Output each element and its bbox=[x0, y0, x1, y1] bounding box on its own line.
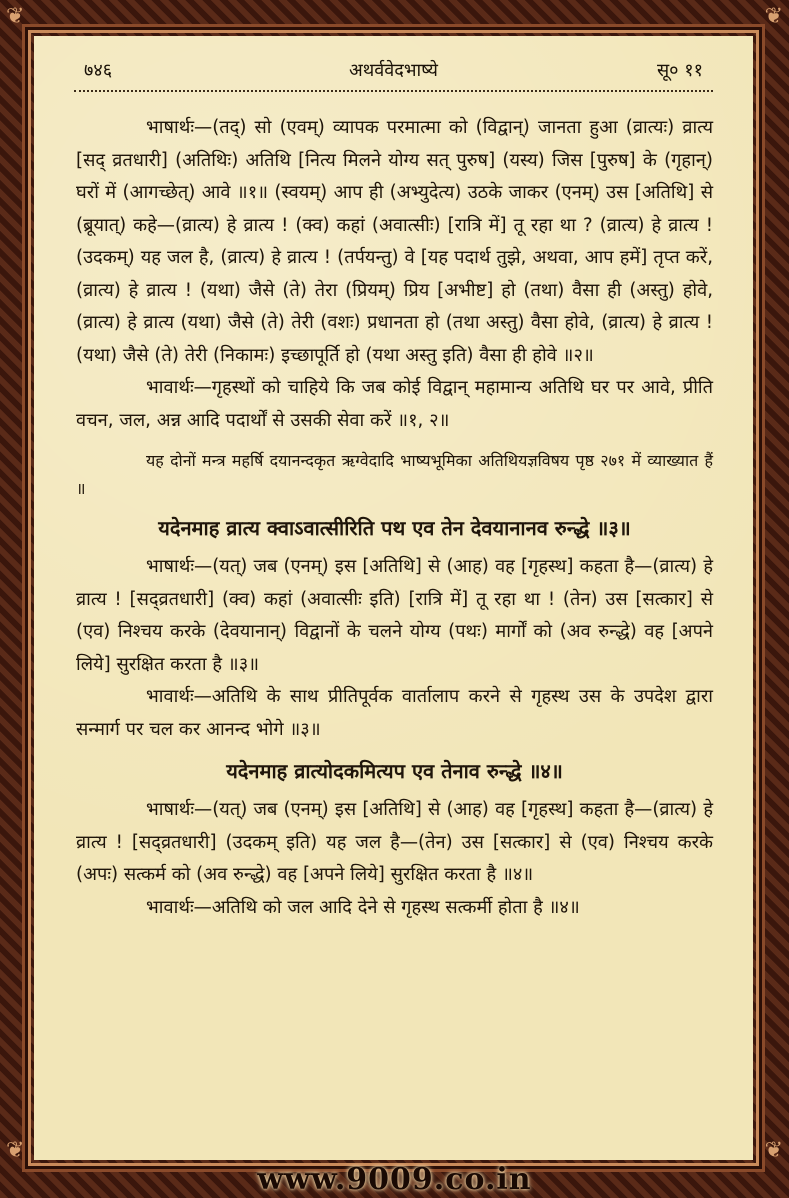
bhavartha-paragraph: भावार्थः—गृहस्थों को चाहिये कि जब कोई विद्वान् महामान्य अतिथि घर पर आवे, प्रीति वचन, जल, अन्न आदि पदार्थों से उसकी सेवा करें ॥१, २॥ bbox=[76, 377, 713, 431]
sukta-number: सू० ११ bbox=[657, 60, 703, 81]
page-body bbox=[76, 112, 713, 924]
corner-ornament-icon: ❦ bbox=[764, 4, 783, 29]
header-rule bbox=[74, 90, 713, 92]
corner-ornament-icon: ❦ bbox=[764, 1138, 783, 1163]
bhashya-paragraph: भाषार्थः—(तद्) सो (एवम्) व्यापक परमात्मा को (विद्वान्) जानता हुआ (व्रात्यः) व्रात्य [सद् व्रतधारी] (अतिथिः) अतिथि [नित्य मिलने योग्य सत् पुरुष] (यस्य) जिस [पुरुष] के (गृहान्) घरों में (आगच्छेत्) आवे ॥१॥ (स्वयम्) आप ही (अभ्युदेत्य) उठके जाकर (एनम्) उस [अतिथि] से (ब्रूयात्) कहे—(व्रात्य) हे व्रात्य ! (क्व) कहां (अवात्सीः) [रात्रि में] तू रहा था ? (व्रात्य) हे व्रात्य ! (उदकम्) यह जल है, (व्रात्य) हे व्रात्य ! (तर्पयन्तु) वे [यह पदार्थ तुझे, अथवा, आप हमें] तृप्त करें, (व्रात्य) हे व्रात्य ! (यथा) जैसे (ते) तेरा (प्रियम्) प्रिय [अभीष्ट] हो (तथा) वैसा ही (अस्तु) होवे, (व्रात्य) हे व्रात्य (यथा) जैसे (ते) तेरी (वशः) प्रधानता हो (तथा अस्तु) वैसा होवे, (व्रात्य) हे व्रात्य ! (यथा) जैसे (ते) तेरी (निकामः) इच्छापूर्ति हो (यथा अस्तु इति) वैसा ही होवे ॥२॥ bbox=[76, 117, 713, 366]
page-header bbox=[74, 58, 713, 88]
bhavartha-paragraph: भावार्थः—अतिथि के साथ प्रीतिपूर्वक वार्तालाप करने से गृहस्थ उस के उपदेश द्वारा सन्मार्ग पर चल कर आनन्द भोगे ॥३॥ bbox=[76, 686, 713, 740]
running-title: अथर्ववेदभाष्ये bbox=[349, 60, 438, 81]
page-number: ७४६ bbox=[84, 60, 113, 81]
reference-note: यह दोनों मन्त्र महर्षि दयानन्दकृत ऋग्वेदादि भाष्यभूमिका अतिथियज्ञविषय पृष्ठ २७१ में व्याख्यात हैं ॥ bbox=[76, 451, 713, 498]
website-url[interactable]: www.9009.co.in bbox=[257, 1162, 532, 1197]
corner-ornament-icon: ❦ bbox=[6, 1138, 25, 1163]
bhavartha-paragraph: भावार्थः—अतिथि को जल आदि देने से गृहस्थ सत्कर्मी होता है ॥४॥ bbox=[146, 896, 580, 918]
mantra-verse: यदेनमाह व्रात्योदकमित्यप एव तेनाव रुन्द्धे ॥४॥ bbox=[226, 759, 563, 783]
mantra-verse: यदेनमाह व्रात्य क्वाऽवात्सीरिति पथ एव तेन देवयानानव रुन्द्धे ॥३॥ bbox=[158, 516, 631, 540]
bhashya-paragraph: भाषार्थः—(यत्) जब (एनम्) इस [अतिथि] से (आह) वह [गृहस्थ] कहता है—(व्रात्य) हे व्रात्य ! [सद्व्रतधारी] (उदकम् इति) यह जल है—(तेन) उस [सत्कार] से (एव) निश्चय करके (अपः) सत्कर्म को (अव रुन्द्धे) वह [अपने लिये] सुरक्षित करता है ॥४॥ bbox=[76, 799, 713, 885]
corner-ornament-icon: ❦ bbox=[6, 4, 25, 29]
bhashya-paragraph: भाषार्थः—(यत्) जब (एनम्) इस [अतिथि] से (आह) वह [गृहस्थ] कहता है—(व्रात्य) हे व्रात्य ! [सद्व्रतधारी] (क्व) कहां (अवात्सीः इति) [रात्रि में] तू रहा था ! (तेन) उस [सत्कार] से (एव) निश्चय करके (देवयानान्) विद्वानों के चलने योग्य (पथः) मार्गों को (अव रुन्द्धे) वह [अपने लिये] सुरक्षित करता है ॥३॥ bbox=[76, 556, 713, 675]
scanned-page bbox=[34, 36, 753, 1160]
